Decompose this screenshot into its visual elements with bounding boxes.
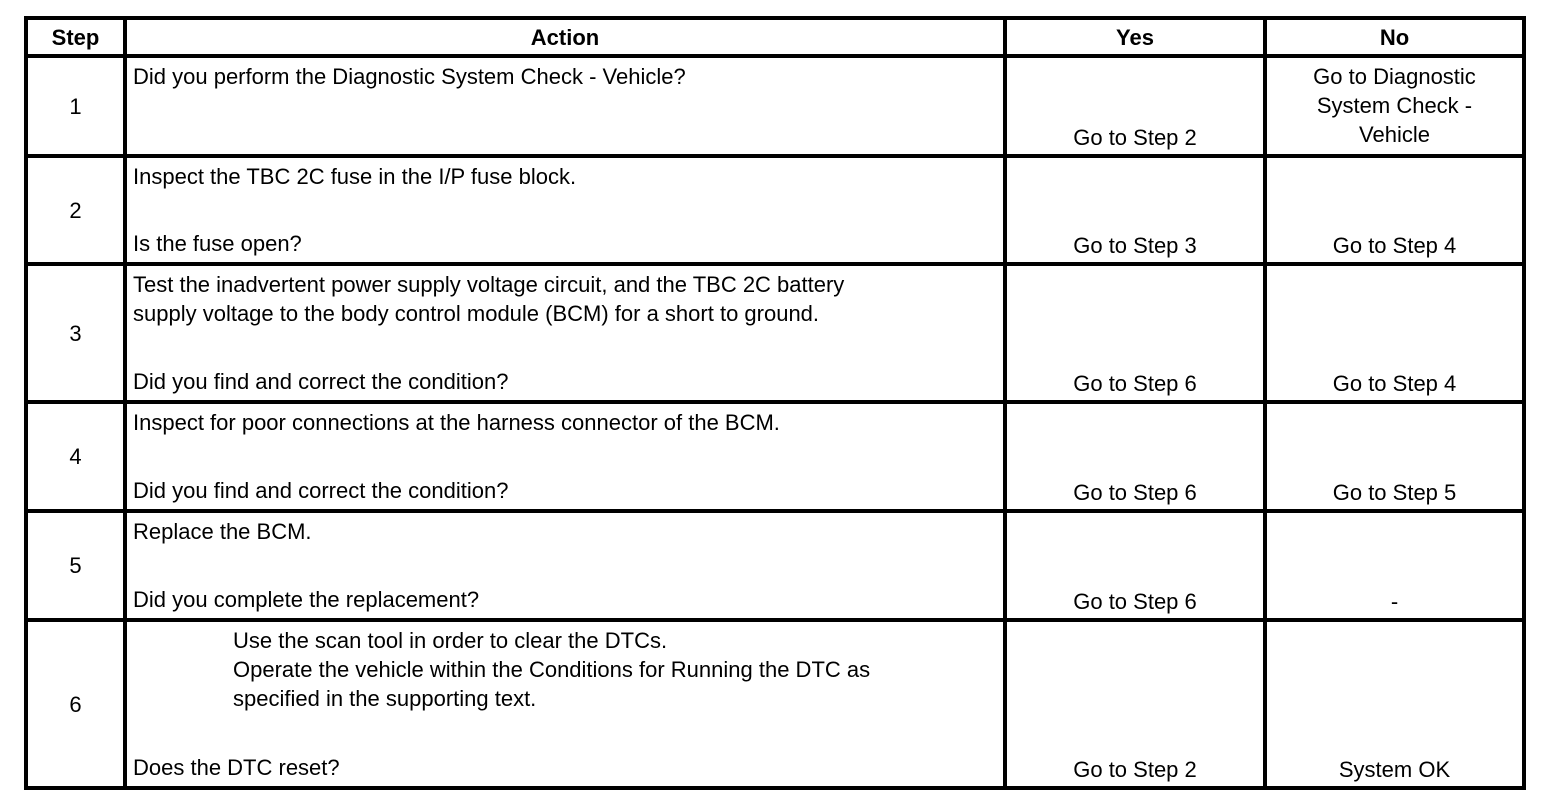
table-row xyxy=(26,56,1524,156)
action-question: Does the DTC reset? xyxy=(133,755,340,780)
yes-cell: Go to Step 2 xyxy=(1005,620,1265,788)
action-cell xyxy=(125,511,1005,620)
no-cell xyxy=(1265,402,1524,511)
header-step: Step xyxy=(26,18,125,56)
no-line: Go to Step 5 xyxy=(1332,480,1457,505)
yes-cell: Go to Step 6 xyxy=(1005,511,1265,620)
step-number: 2 xyxy=(26,156,125,264)
header-no: No xyxy=(1265,18,1524,56)
action-line: Did you perform the Diagnostic System Check - Vehicle? xyxy=(133,64,686,89)
header-action: Action xyxy=(125,18,1005,56)
no-line: System OK xyxy=(1338,757,1451,782)
action-line: Inspect the TBC 2C fuse in the I/P fuse block. xyxy=(133,164,577,189)
action-cell xyxy=(125,156,1005,264)
no-line: - xyxy=(1390,589,1399,614)
diagnostic-table xyxy=(24,16,1526,790)
step-number: 1 xyxy=(26,56,125,156)
step-number: 4 xyxy=(26,402,125,511)
action-text xyxy=(133,270,997,328)
no-cell xyxy=(1265,264,1524,402)
table-row xyxy=(26,156,1524,264)
table-row xyxy=(26,402,1524,511)
action-cell xyxy=(125,402,1005,511)
action-line: specified in the supporting text. xyxy=(233,686,537,711)
header-yes: Yes xyxy=(1005,18,1265,56)
yes-cell: Go to Step 6 xyxy=(1005,402,1265,511)
no-line: Go to Step 4 xyxy=(1332,233,1457,258)
table-row xyxy=(26,511,1524,620)
action-line: supply voltage to the body control module (BCM) for a short to ground. xyxy=(133,301,820,326)
yes-cell: Go to Step 3 xyxy=(1005,156,1265,264)
action-text xyxy=(133,408,997,437)
action-text xyxy=(133,517,997,546)
step-number: 3 xyxy=(26,264,125,402)
no-cell xyxy=(1265,56,1524,156)
action-line: Replace the BCM. xyxy=(133,519,312,544)
action-line: Use the scan tool in order to clear the DTCs. xyxy=(233,628,668,653)
yes-cell: Go to Step 2 xyxy=(1005,56,1265,156)
action-line: Test the inadvertent power supply voltage circuit, and the TBC 2C battery xyxy=(133,272,845,297)
header-row xyxy=(26,18,1524,56)
table-row xyxy=(26,620,1524,788)
no-cell xyxy=(1265,620,1524,788)
action-question: Did you find and correct the condition? xyxy=(133,369,509,394)
yes-cell: Go to Step 6 xyxy=(1005,264,1265,402)
action-line: Inspect for poor connections at the harness connector of the BCM. xyxy=(133,410,780,435)
action-text xyxy=(133,162,997,191)
step-number: 6 xyxy=(26,620,125,788)
no-cell xyxy=(1265,511,1524,620)
action-text xyxy=(133,62,997,91)
action-cell xyxy=(125,620,1005,788)
action-cell xyxy=(125,264,1005,402)
action-question: Did you complete the replacement? xyxy=(133,587,480,612)
action-cell xyxy=(125,56,1005,156)
no-line: Go to Diagnostic xyxy=(1313,63,1476,89)
action-question: Is the fuse open? xyxy=(133,231,302,256)
table-row xyxy=(26,264,1524,402)
action-text xyxy=(133,626,997,713)
no-line: Go to Step 4 xyxy=(1332,371,1457,396)
action-line: Operate the vehicle within the Conditions for Running the DTC as xyxy=(233,657,871,682)
action-question: Did you find and correct the condition? xyxy=(133,478,509,503)
no-line: Vehicle xyxy=(1359,121,1430,147)
no-line: System Check - xyxy=(1316,92,1473,118)
step-number: 5 xyxy=(26,511,125,620)
no-cell xyxy=(1265,156,1524,264)
